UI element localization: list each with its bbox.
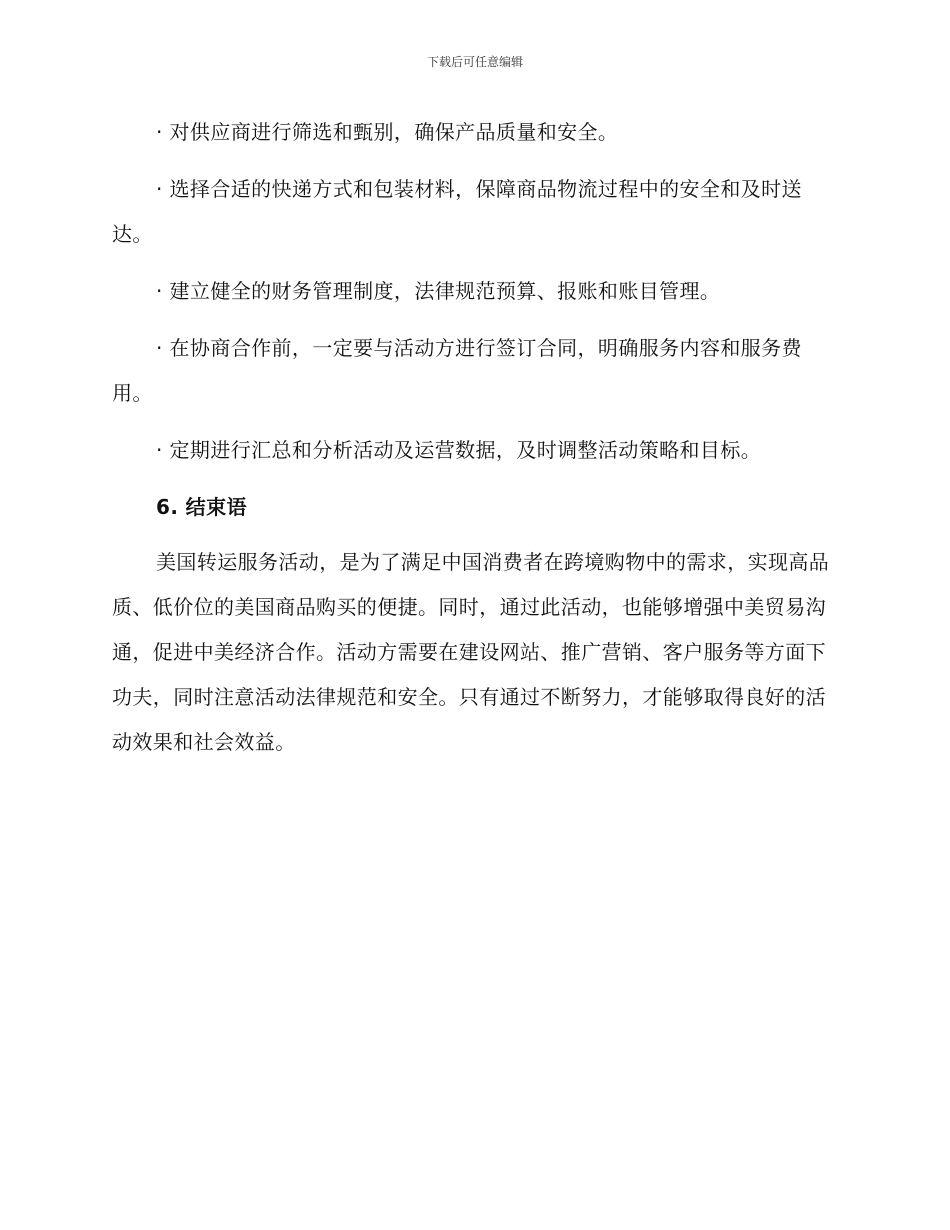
page-header-note: 下载后可任意编辑	[426, 55, 523, 69]
bullet-paragraph-5: · 定期进行汇总和分析活动及运营数据，及时调整活动策略和目标。	[156, 438, 762, 462]
bullet-paragraph-4: · 在协商合作前，一定要与活动方进行签订合同，明确服务内容和服务费用。	[112, 336, 802, 405]
bullet-paragraph-3: · 建立健全的财务管理制度，法律规范预算、报账和账目管理。	[156, 279, 721, 303]
conclusion-paragraph: 美国转运服务活动，是为了满足中国消费者在跨境购物中的需求，实现高品质、低价位的美国商品购买的便捷。同时，通过此活动，也能够增强中美贸易沟通，促进中美经济合作。活动方需要在建设网站、推广营销、客户服务等方面下功夫，同时注意活动法律规范和安全。只有通过不断努力，才能够取得良好的活动效果和社会效益。	[112, 550, 830, 754]
section-heading: 6. 结束语	[156, 495, 247, 519]
bullet-paragraph-2: · 选择合适的快递方式和包装材料，保障商品物流过程中的安全和及时送达。	[112, 177, 802, 246]
document-body	[112, 110, 830, 765]
bullet-paragraph-1: · 对供应商进行筛选和甄别，确保产品质量和安全。	[156, 120, 619, 144]
